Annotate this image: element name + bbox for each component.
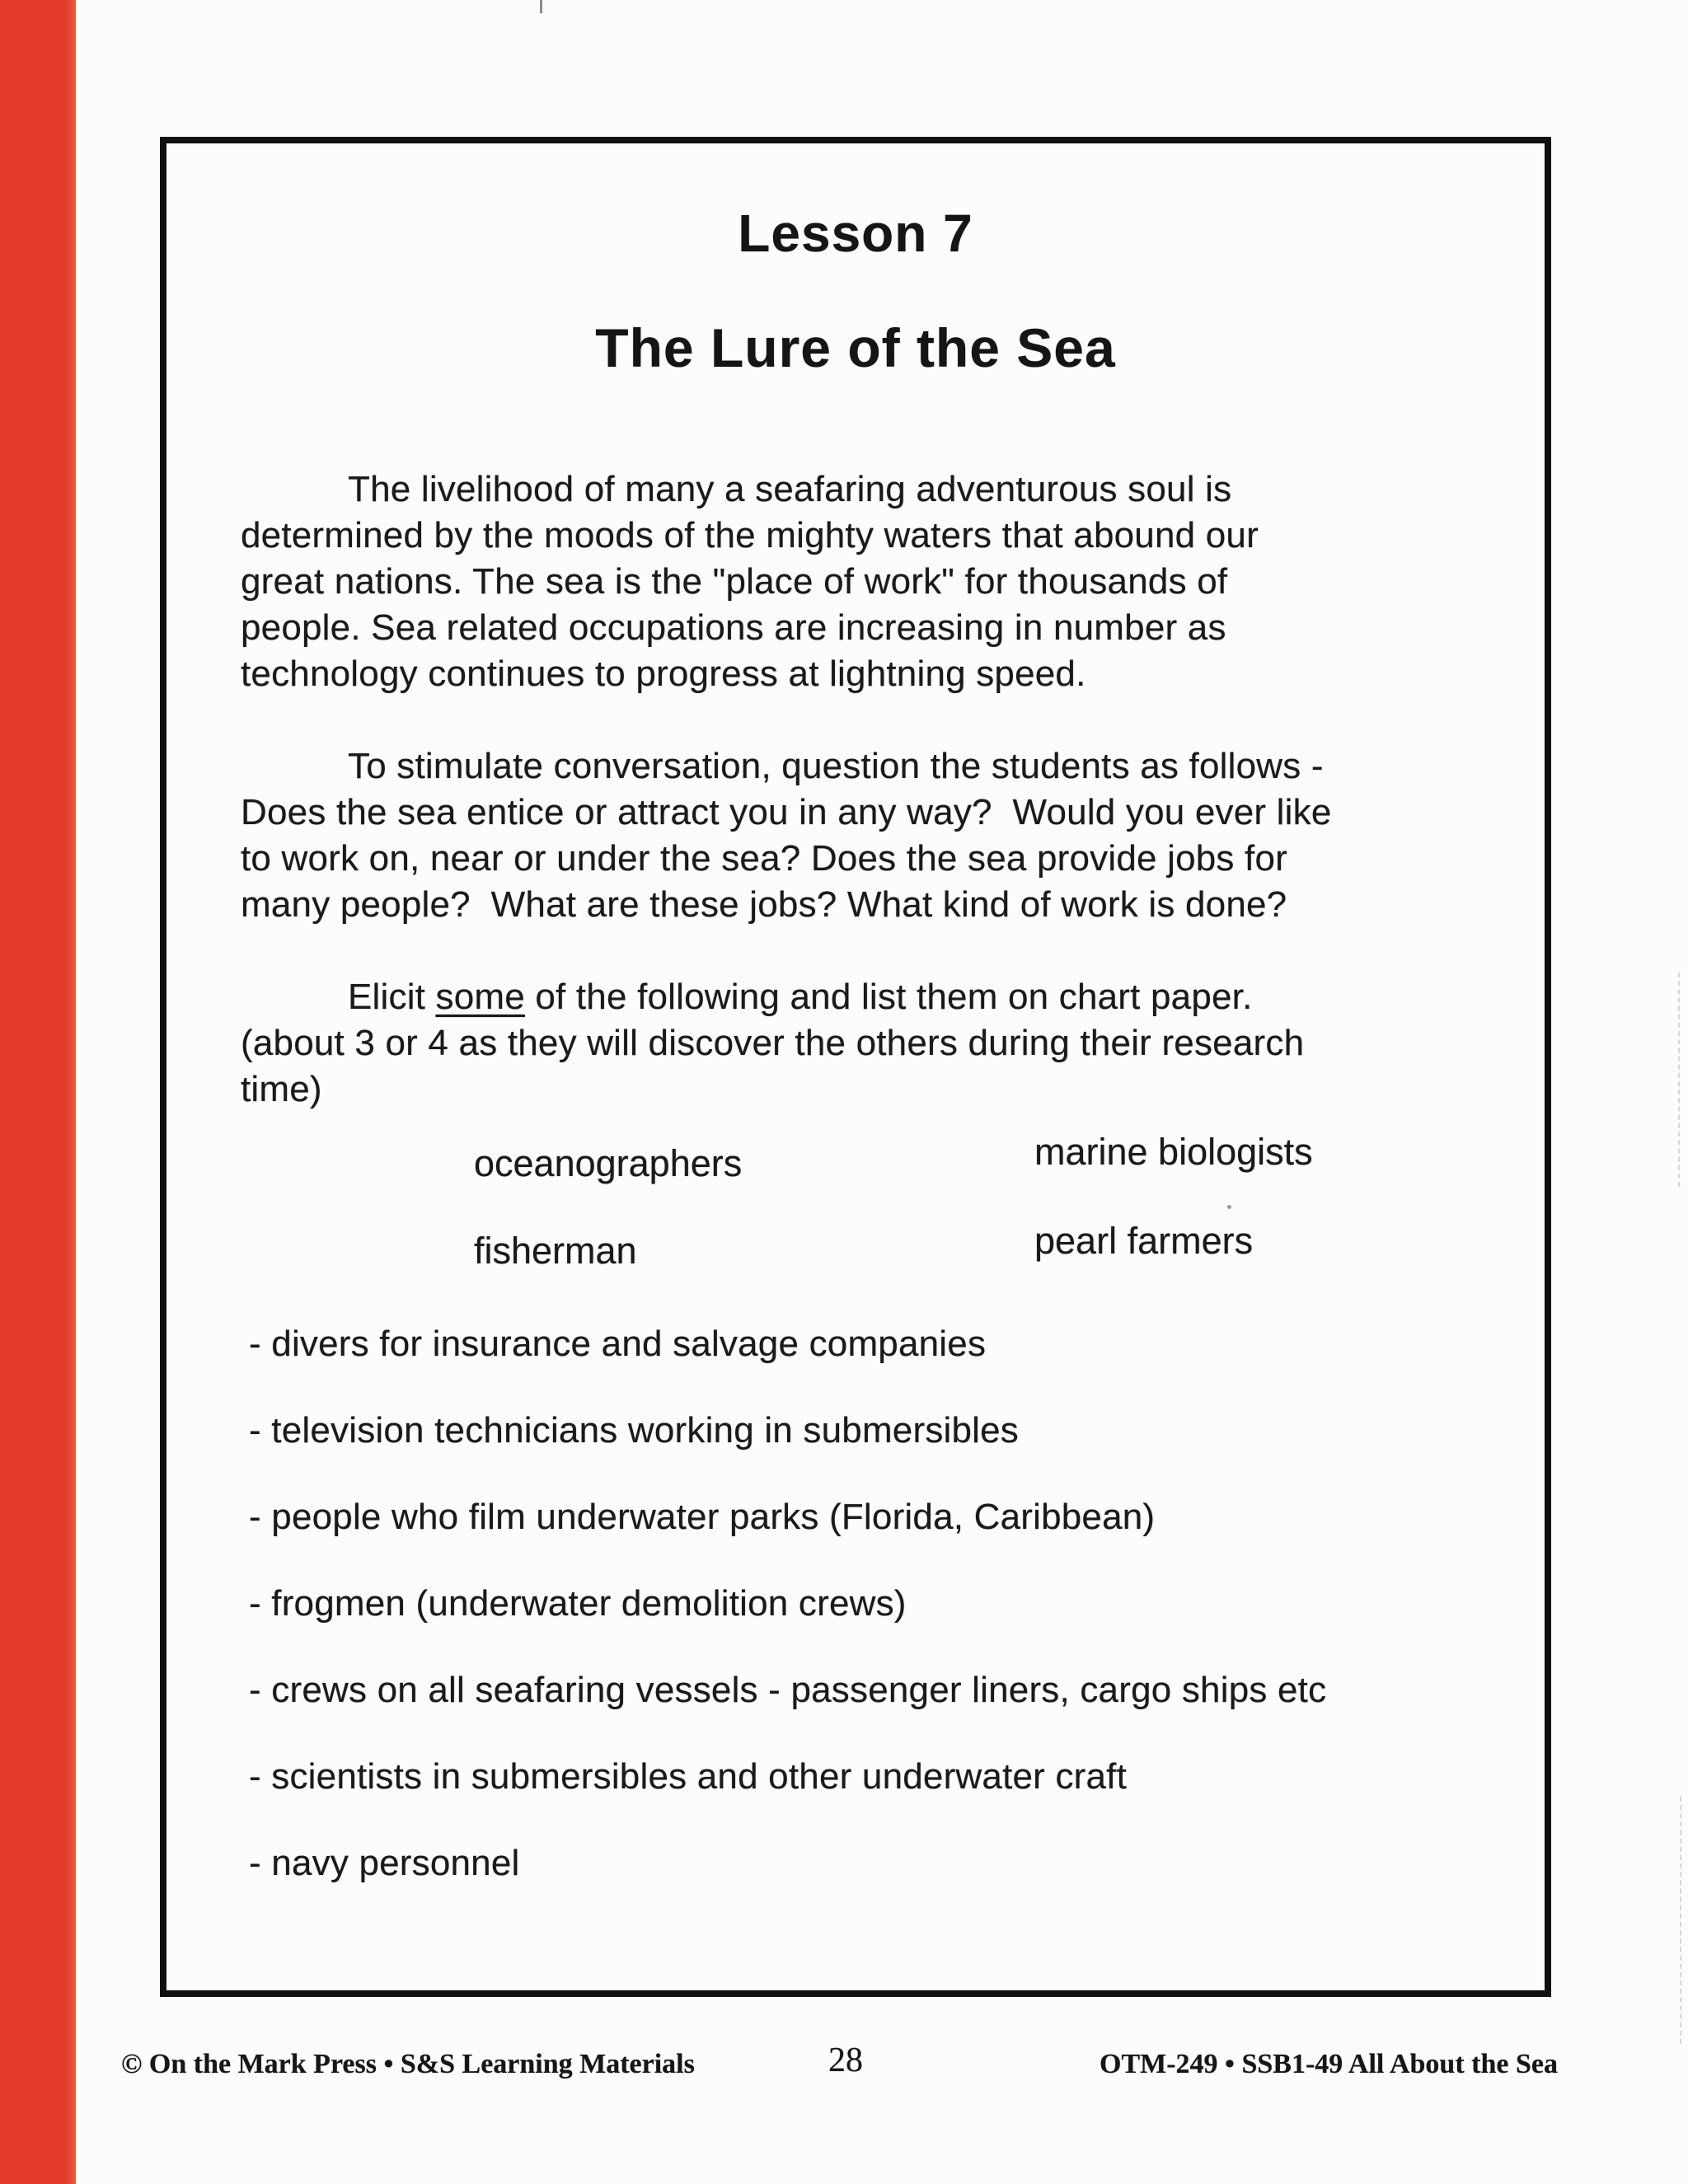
list-item: - people who film underwater parks (Florida, Caribbean) [249, 1497, 1156, 1537]
list-item: - crews on all seafaring vessels - passenger liners, cargo ships etc [249, 1670, 1327, 1710]
page-number: 28 [828, 2041, 863, 2079]
paragraph-line [241, 974, 1477, 1020]
paragraph-line: determined by the moods of the mighty waters that abound our [241, 515, 1259, 555]
lesson-number-heading: Lesson 7 [738, 204, 973, 263]
paragraph-line: technology continues to progress at lightning speed. [241, 654, 1086, 694]
elicit-underlined-word: some [435, 977, 525, 1017]
job-entry: oceanographers [474, 1142, 743, 1184]
intro-paragraph [241, 466, 1477, 697]
list-item: - divers for insurance and salvage companies [249, 1324, 987, 1364]
paragraph-line: (about 3 or 4 as they will discover the others during their research [241, 1023, 1305, 1063]
elicit-paragraph [241, 974, 1477, 1113]
paragraph-line: To stimulate conversation, question the students as follows - [348, 746, 1324, 786]
scan-speck [540, 0, 542, 13]
scan-artifact-line [1678, 972, 1680, 1187]
lesson-border-box [160, 137, 1551, 1997]
book-edge-strip [0, 0, 76, 2184]
paragraph-line: people. Sea related occupations are increasing in number as [241, 607, 1226, 648]
elicit-pre-text: Elicit [348, 977, 436, 1017]
list-item: - frogmen (underwater demolition crews) [249, 1583, 907, 1624]
job-entry: marine biologists [1034, 1131, 1313, 1173]
paragraph-line: many people? What are these jobs? What kind of work is done? [241, 884, 1287, 925]
paragraph-line: to work on, near or under the sea? Does the sea provide jobs for [241, 838, 1287, 879]
paragraph-line: The livelihood of many a seafaring adventurous soul is [348, 469, 1232, 509]
paragraph-line: time) [241, 1069, 322, 1109]
discussion-paragraph [241, 743, 1477, 928]
paragraph-line: great nations. The sea is the "place of work" for thousands of [241, 561, 1228, 602]
book-code: OTM-249 • SSB1-49 All About the Sea [1100, 2049, 1558, 2079]
job-entry: pearl farmers [1034, 1220, 1254, 1262]
list-item: - television technicians working in submersibles [249, 1410, 1020, 1451]
publisher-credit: © On the Mark Press • S&S Learning Materials [121, 2049, 695, 2079]
paragraph-line: Does the sea entice or attract you in any way? Would you ever like [241, 792, 1332, 832]
list-item: - navy personnel [249, 1843, 520, 1883]
list-item: - scientists in submersibles and other underwater craft [249, 1756, 1128, 1797]
elicit-post-text: of the following and list them on chart paper. [524, 977, 1253, 1017]
scan-artifact-line [1680, 1797, 1681, 2044]
job-entry: fisherman [474, 1230, 637, 1272]
lesson-title-heading: The Lure of the Sea [595, 317, 1116, 378]
